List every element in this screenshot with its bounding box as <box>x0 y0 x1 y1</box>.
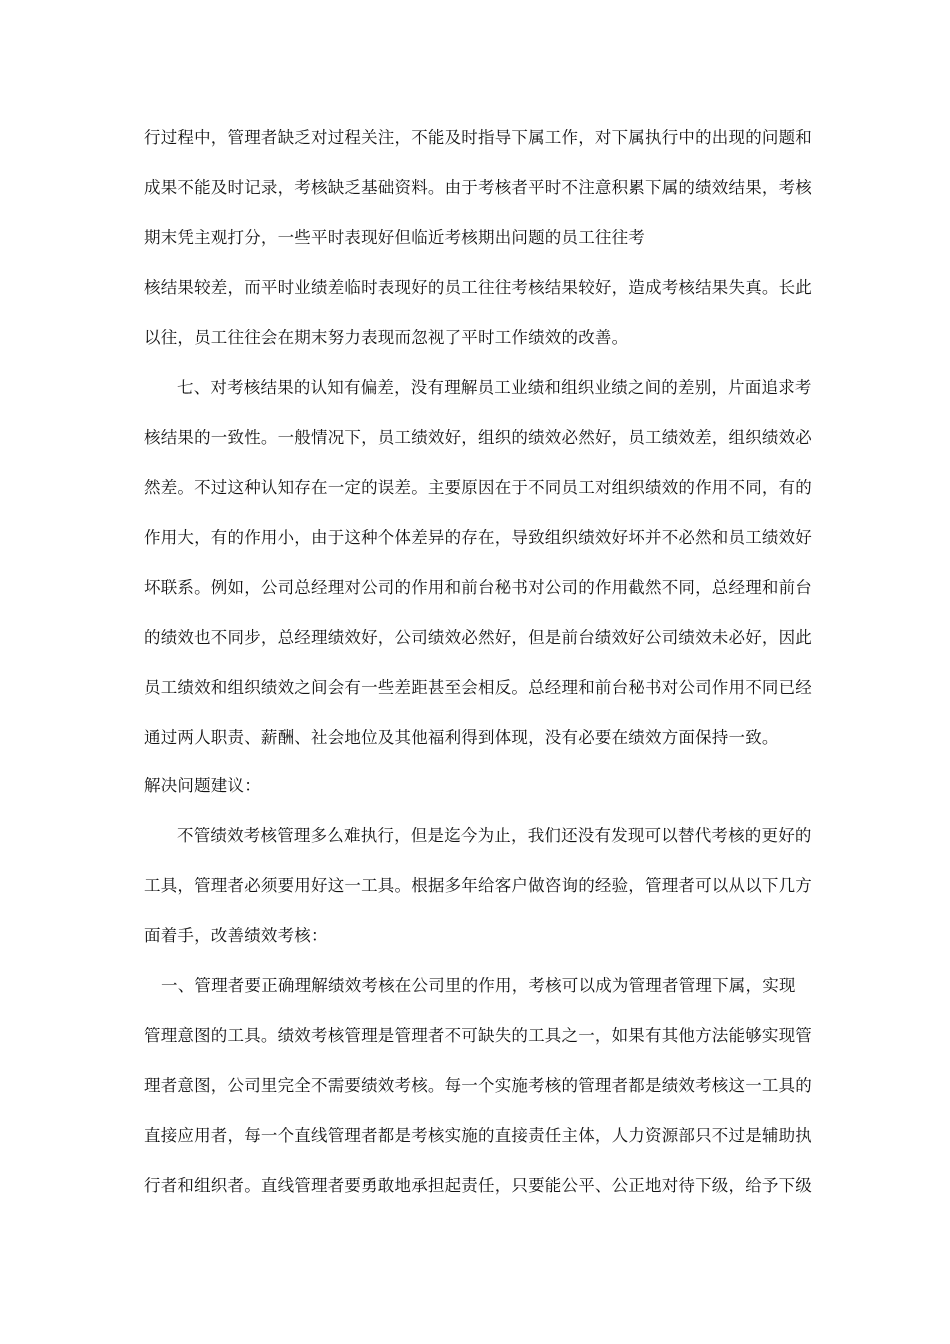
text-line: 期末凭主观打分，一些平时表现好但临近考核期出问题的员工往往考 <box>144 228 645 247</box>
text-line: 不管绩效考核管理多么难执行，但是迄今为止，我们还没有发现可以替代考核的更好的 <box>177 826 812 845</box>
text-line: 员工绩效和组织绩效之间会有一些差距甚至会相反。总经理和前台秘书对公司作用不同已经 <box>144 678 812 697</box>
text-line: 然差。不过这种认知存在一定的误差。主要原因在于不同员工对组织绩效的作用不同，有的 <box>144 478 812 497</box>
text-line: 面着手，改善绩效考核： <box>144 926 328 945</box>
text-line: 成果不能及时记录，考核缺乏基础资料。由于考核者平时不注意积累下属的绩效结果，考核 <box>144 178 812 197</box>
section-heading: 解决问题建议： <box>144 776 261 795</box>
text-line: 作用大，有的作用小，由于这种个体差异的存在，导致组织绩效好坏并不必然和员工绩效好 <box>144 528 812 547</box>
text-line: 通过两人职责、薪酬、社会地位及其他福利得到体现，没有必要在绩效方面保持一致。 <box>144 728 779 747</box>
text-line: 管理意图的工具。绩效考核管理是管理者不可缺失的工具之一，如果有其他方法能够实现管 <box>144 1026 812 1045</box>
text-line: 直接应用者，每一个直线管理者都是考核实施的直接责任主体，人力资源部只不过是辅助执 <box>144 1126 812 1145</box>
paragraph-heading-1: 一、管理者要正确理解绩效考核在公司里的作用，考核可以成为管理者管理下属，实现 <box>161 976 796 995</box>
paragraph-heading-7: 七、对考核结果的认知有偏差，没有理解员工业绩和组织业绩之间的差别，片面追求考 <box>177 378 812 397</box>
text-line: 核结果的一致性。一般情况下，员工绩效好，组织的绩效必然好，员工绩效差，组织绩效必 <box>144 428 812 447</box>
text-line: 坏联系。例如，公司总经理对公司的作用和前台秘书对公司的作用截然不同，总经理和前台 <box>144 578 812 597</box>
text-line: 工具，管理者必须要用好这一工具。根据多年给客户做咨询的经验，管理者可以从以下几方 <box>144 876 812 895</box>
text-line: 核结果较差，而平时业绩差临时表现好的员工往往考核结果较好，造成考核结果失真。长此 <box>144 278 812 297</box>
text-line: 行过程中，管理者缺乏对过程关注，不能及时指导下属工作，对下属执行中的出现的问题和 <box>144 128 812 147</box>
text-line: 理者意图，公司里完全不需要绩效考核。每一个实施考核的管理者都是绩效考核这一工具的 <box>144 1076 812 1095</box>
text-line: 的绩效也不同步，总经理绩效好，公司绩效必然好，但是前台绩效好公司绩效未必好，因此 <box>144 628 812 647</box>
text-line: 以往，员工往往会在期末努力表现而忽视了平时工作绩效的改善。 <box>144 328 629 347</box>
text-line: 行者和组织者。直线管理者要勇敢地承担起责任，只要能公平、公正地对待下级，给予下级 <box>144 1176 812 1195</box>
